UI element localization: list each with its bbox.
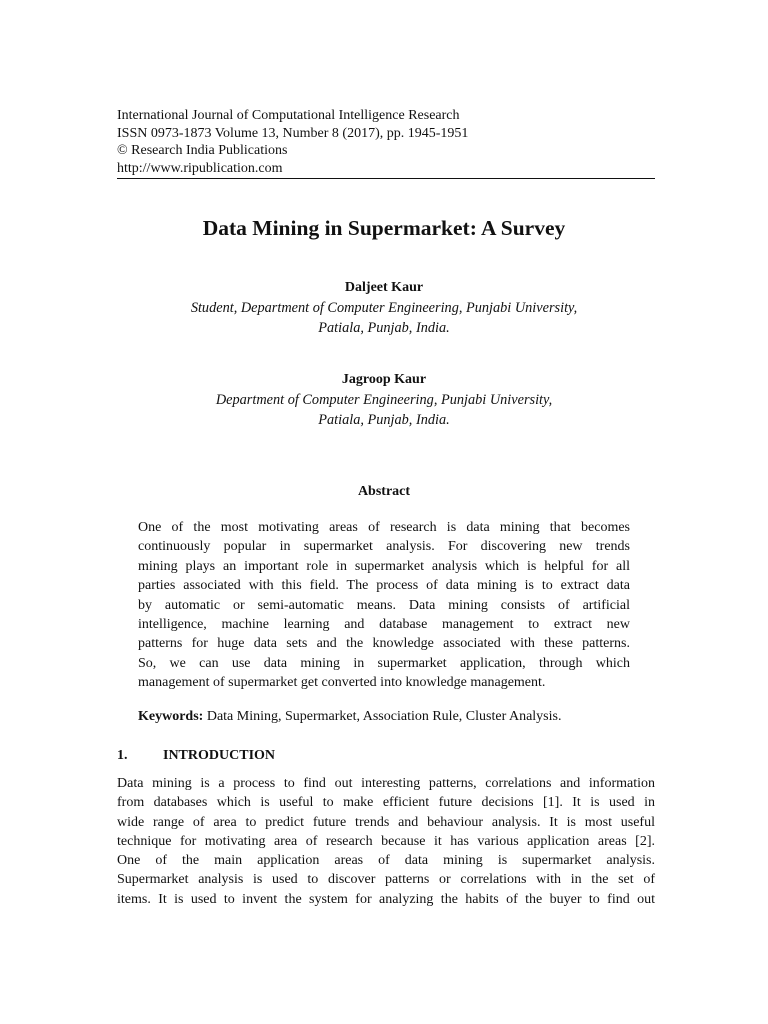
journal-name: International Journal of Computational Intelligence Research [117, 108, 460, 123]
abstract-body [138, 518, 630, 693]
keywords-text: Data Mining, Supermarket, Association Rule, Cluster Analysis. [203, 709, 562, 724]
keywords-label: Keywords: [138, 709, 204, 724]
keywords-line [138, 707, 638, 726]
abstract-line: patterns for huge data sets and the knowledge associated with these patterns. [138, 636, 630, 652]
author-affiliation-1 [0, 298, 768, 338]
intro-line: technique for motivating area of research because it has various application areas [2]. [117, 833, 655, 849]
affiliation-line: Student, Department of Computer Engineering, Punjabi University, [190, 300, 578, 316]
abstract-heading: Abstract [357, 484, 411, 499]
affiliation-line: Patiala, Punjab, India. [318, 320, 450, 336]
paper-title: Data Mining in Supermarket: A Survey [202, 216, 566, 240]
issn-line: ISSN 0973-1873 Volume 13, Number 8 (2017), pp. 1945-1951 [117, 125, 469, 141]
abstract-line: intelligence, machine learning and database management to extract new [138, 617, 630, 633]
abstract-line: management of supermarket get converted into knowledge management. [138, 675, 546, 691]
section-heading [117, 748, 275, 764]
intro-line: from databases which is useful to make efficient future decisions [1]. It is used in [117, 795, 655, 811]
intro-line: Data mining is a process to find out interesting patterns, correlations and information [117, 776, 655, 791]
section-title: INTRODUCTION [163, 748, 276, 763]
journal-header [117, 107, 655, 177]
intro-line: items. It is used to invent the system for analyzing the habits of the buyer to find out [117, 891, 655, 907]
affiliation-line: Patiala, Punjab, India. [318, 412, 450, 428]
abstract-line: One of the most motivating areas of research is data mining that becomes [138, 520, 630, 535]
header-divider [117, 178, 655, 179]
abstract-line: continuously popular in supermarket analysis. For discovering new trends [138, 539, 630, 555]
author-name-1: Daljeet Kaur [344, 280, 424, 295]
abstract-line: mining plays an important role in supermarket analysis which is helpful for all [138, 558, 630, 574]
abstract-line: So, we can use data mining in supermarket application, through which [138, 655, 630, 671]
intro-line: One of the main application areas of data mining is supermarket analysis. [117, 853, 655, 869]
affiliation-line: Department of Computer Engineering, Punjabi University, [215, 392, 553, 408]
section-number: 1. [117, 748, 128, 763]
author-name-2: Jagroop Kaur [341, 372, 427, 387]
introduction-body [117, 774, 655, 909]
intro-line: Supermarket analysis is used to discover patterns or correlations with in the set of [117, 872, 655, 888]
abstract-line: parties associated with this field. The process of data mining is to extract data [138, 578, 630, 594]
author-affiliation-2 [0, 390, 768, 430]
intro-line: wide range of area to predict future trends and behaviour analysis. It is most useful [117, 814, 655, 830]
journal-url: http://www.ripublication.com [117, 160, 283, 176]
publisher-line: © Research India Publications [117, 143, 288, 158]
abstract-line: by automatic or semi-automatic means. Data mining consists of artificial [138, 597, 630, 613]
